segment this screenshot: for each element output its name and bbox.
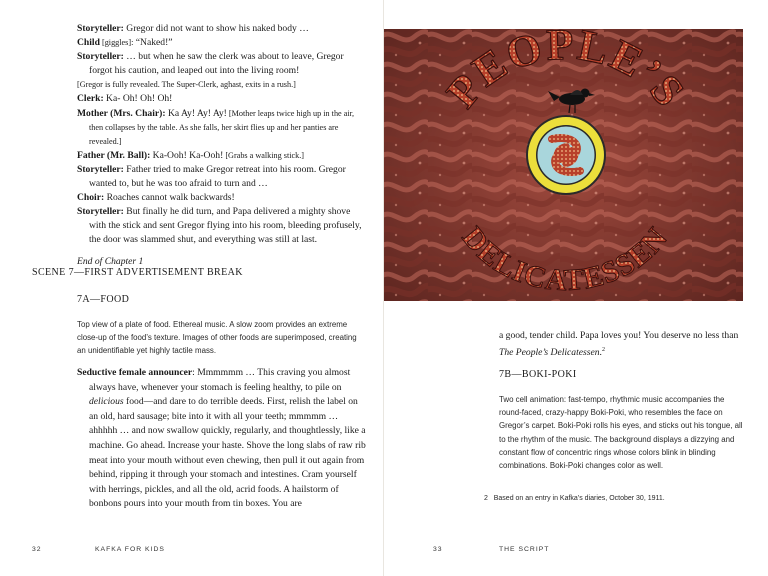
script-line	[77, 191, 365, 205]
dialogue-text: Father tried to make Gregor retreat into his room. Gregor wanted to, but he was too afraid to turn and …	[89, 163, 346, 190]
script-dialogue	[77, 22, 365, 278]
script-line	[77, 163, 365, 191]
announcer-speaker: Seductive female announcer	[77, 367, 193, 378]
continuation-paragraph: a good, tender child. Papa loves you! You deserve no less than The People’s Delicatessen.$^2$	[499, 330, 739, 359]
dialogue-text: … but when he saw the clerk was about to leave, Gregor forgot his caution, and leaped out into the living room!	[89, 51, 344, 77]
stage-direction: [Grabs a walking stick.]	[223, 150, 304, 160]
script-line	[77, 107, 365, 149]
speaker-name: Storyteller:	[77, 23, 124, 34]
speaker-name: Storyteller:	[77, 163, 124, 175]
dialogue-text: “Naked!”	[133, 37, 173, 49]
footnote	[484, 495, 754, 502]
stage-direction: [giggles]:	[99, 38, 134, 48]
peoples-delicatessen-illustration	[384, 29, 743, 301]
scene-heading: SCENE 7—FIRST ADVERTISEMENT BREAK	[32, 267, 243, 278]
boki-poki-paragraph: Two cell animation: fast-tempo, rhythmic music accompanies the round-faced, crazy-happy Boki-Poki, who resembles the face on Gregor’s carpet. Boki-Poki rolls his eyes, and sticks out his tongue, all to the rhythm of the music. The background displays a dizzying and constant flow of concentric rings whose colors blink in blinding combinations. Boki-Poki changes color as well.	[499, 395, 743, 471]
speaker-name: Storyteller:	[77, 51, 124, 63]
right-page	[384, 0, 768, 576]
stage-direction: [Gregor is fully revealed. The Super-Clerk, aghast, exits in a rush.]	[77, 80, 296, 90]
speaker-name: Choir:	[77, 192, 105, 204]
script-line	[77, 22, 365, 36]
continuation-title: The People’s Delicatessen	[499, 347, 600, 359]
footnote-text: Based on an entry in Kafka’s diaries, October 30, 1911.	[493, 495, 665, 502]
script-line	[77, 149, 365, 163]
dialogue-text: Ka-Ooh! Ka-Ooh!	[150, 149, 224, 161]
announcer-text-part-2: food—and dare to do terrible deeds. First, relish the label on an old, hard sausage; bite into it with all your teeth; mmmmm … ahhhhh … and now swallow quickly, regularly, and thoughtlessly, like a machine. Go ahead. Increase your haste. Shove the long slabs of raw rib meat into your mouth without even chewing, then pull it out again from behind, ripping it through your stomach and intestines. Cram yourself with herrings, pickles, and all the old, acrid foods. A hailstorm of bonbons pours into your mouth from tin boxes. You are	[89, 396, 366, 510]
speaker-name: Mother (Mrs. Chair):	[77, 107, 166, 119]
subheading-boki-poki: 7B—BOKI-POKI	[499, 369, 577, 380]
dialogue-text: Ka Ay! Ay! Ay!	[165, 107, 227, 119]
speaker-name: Father (Mr. Ball):	[77, 149, 151, 161]
stage-direction: [Mother leaps twice high up in the air, then collapses by the table. As she falls, her skirt flies up and her panties are revealed.]	[89, 108, 355, 146]
speaker-name: Child	[77, 37, 100, 49]
footnote-marker: 2	[601, 347, 605, 354]
speaker-name: Storyteller:	[77, 206, 124, 218]
illustration-title-top: PEOPLE’S	[437, 29, 696, 117]
dialogue-text: Ka- Oh! Oh! Oh!	[103, 93, 173, 105]
page-number-left: 32	[32, 546, 42, 553]
end-of-chapter: End of Chapter 1	[77, 255, 144, 267]
speaker-name: Clerk:	[77, 93, 104, 105]
script-line	[77, 36, 365, 50]
continuation-text: a good, tender child. Papa loves you! You deserve no less than	[499, 330, 739, 341]
dialogue-text: Gregor did not want to show his naked body …	[123, 23, 309, 34]
script-line	[77, 78, 365, 92]
page-number-right: 33	[433, 546, 443, 553]
announcer-paragraph	[77, 366, 367, 512]
running-head-right: THE SCRIPT	[499, 546, 550, 553]
script-line	[77, 50, 365, 78]
announcer-text-part-1: : Mmmmmm … This craving you almost always have, whenever your stomach is feeling healthy, to pile on	[89, 367, 351, 393]
running-head-left: KAFKA FOR KIDS	[95, 546, 165, 553]
footnote-number: 2	[484, 495, 488, 502]
subheading-food: 7A—FOOD	[77, 294, 130, 305]
bullseye-emblem	[526, 115, 606, 195]
announcer-emphasis: delicious	[89, 396, 124, 408]
script-line	[77, 92, 365, 106]
dialogue-text: But finally he did turn, and Papa delivered a mighty shove with the stick and sent Gregor flying into his room, bleeding profusely, the door was slammed shut, and everything was still at last.	[89, 206, 362, 246]
stage-direction-paragraph: Top view of a plate of food. Ethereal music. A slow zoom provides an extreme close-up of the food’s texture. Images of other foods are superimposed, creating an unidentifiable yet highly tactile mass.	[77, 320, 357, 356]
dialogue-text: Roaches cannot walk backwards!	[104, 192, 235, 204]
script-line	[77, 205, 365, 247]
illustration-title-bottom: DELICATESSEN	[455, 220, 675, 298]
